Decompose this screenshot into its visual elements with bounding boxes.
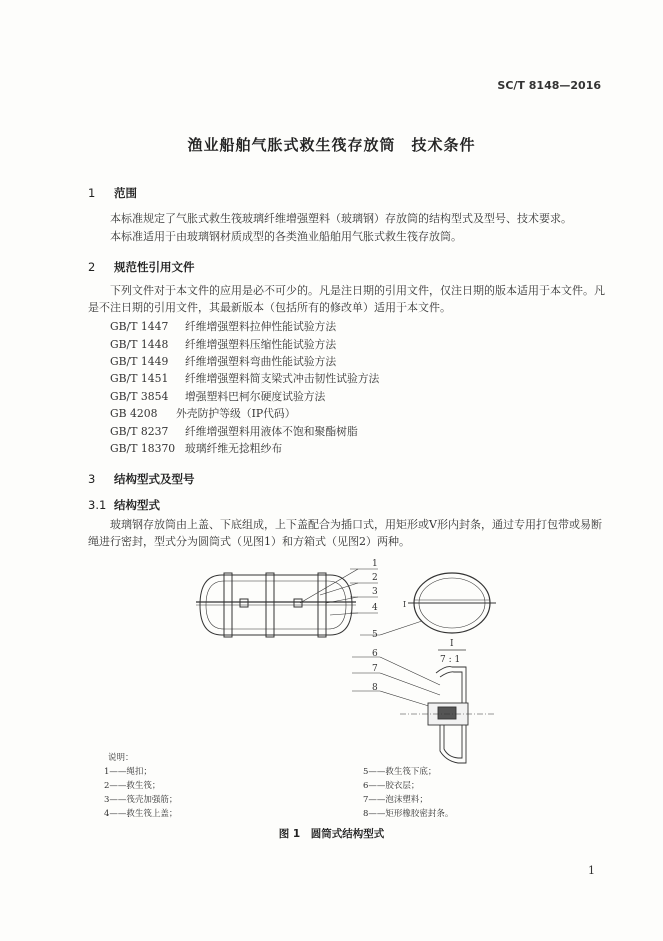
- legend-item: 1——绳扣；: [104, 767, 152, 777]
- figure-1-drawing: [0, 555, 663, 765]
- legend-item: 5——救生筏下底；: [363, 767, 437, 777]
- section-3-1-heading: [88, 497, 160, 513]
- callout-1: 1: [372, 559, 378, 569]
- reference-item: GB/T 1447 纤维增强塑料拉伸性能试验方法: [110, 320, 337, 333]
- legend-item: 2——救生筏；: [104, 781, 161, 791]
- section-number: 1: [88, 186, 96, 200]
- section-number: 3: [88, 472, 96, 486]
- callout-3: 3: [372, 587, 378, 597]
- document-title: 渔业船舶气胀式救生筏存放筒 技术条件: [187, 136, 476, 154]
- standard-code: SC/T 8148—2016: [497, 79, 601, 92]
- callout-7: 7: [372, 664, 378, 674]
- callout-2: 2: [372, 573, 378, 583]
- detail-scale: 7 : 1: [440, 655, 461, 665]
- callout-4: 4: [372, 603, 378, 613]
- legend-item: 8——矩形橡胶密封条。: [363, 809, 454, 819]
- section-number: 3.1: [88, 498, 107, 512]
- callout-5: 5: [372, 630, 378, 640]
- cylinder-container-side-view: [196, 573, 356, 637]
- section-title: 范围: [114, 186, 137, 200]
- section-3-heading: [88, 471, 195, 487]
- section-marker-i: I: [403, 600, 407, 609]
- legend-item: 7——泡沫塑料；: [363, 795, 428, 805]
- reference-item: GB 4208 外壳防护等级（IP代码）: [110, 407, 296, 420]
- cylinder-end-view: [360, 573, 496, 635]
- legend-col-right: [363, 765, 453, 821]
- legend-title: 说明：: [108, 753, 134, 763]
- section-number: 2: [88, 260, 96, 274]
- legend-item: 4——救生筏上盖；: [104, 809, 178, 819]
- reference-item: GB/T 1449 纤维增强塑料弯曲性能试验方法: [110, 355, 337, 368]
- section-2-heading: [88, 259, 195, 275]
- reference-item: GB/T 1451 纤维增强塑料简支梁式冲击韧性试验方法: [110, 372, 380, 385]
- reference-item: GB/T 3854 增强塑料巴柯尔硬度试验方法: [110, 390, 326, 403]
- page-number: 1: [588, 864, 595, 877]
- section-1-para-2: 本标准适用于由玻璃钢材质成型的各类渔业船舶用气胀式救生筏存放筒。: [110, 230, 462, 243]
- detail-label: I: [450, 639, 454, 649]
- section-2-intro: 下列文件对于本文件的应用是必不可少的。凡是注日期的引用文件，仅注日期的版本适用于本文件。凡是不注日期的引用文件，其最新版本（包括所有的修改单）适用于本文件。: [88, 284, 605, 314]
- callout-8: 8: [372, 683, 378, 693]
- reference-item: GB/T 1448 纤维增强塑料压缩性能试验方法: [110, 338, 337, 351]
- rope-buckle: [294, 599, 302, 607]
- seal-detail-view: [352, 657, 495, 763]
- section-title: 结构型式及型号: [114, 472, 195, 486]
- legend-col-left: [104, 765, 177, 821]
- legend-item: 6——胶衣层；: [363, 781, 420, 791]
- section-1-heading: [88, 185, 137, 201]
- section-title: 规范性引用文件: [114, 260, 195, 274]
- rope-buckle: [240, 599, 248, 607]
- figure-caption: 图 1 圆筒式结构型式: [278, 828, 385, 840]
- reference-item: GB/T 8237 纤维增强塑料用液体不饱和聚酯树脂: [110, 425, 358, 438]
- reference-item: GB/T 18370 玻璃纤维无捻粗纱布: [110, 442, 283, 455]
- callout-6: 6: [372, 649, 378, 659]
- legend-item: 3——筏壳加强筋；: [104, 795, 178, 805]
- section-3-1-para: 玻璃钢存放筒由上盖、下底组成，上下盖配合为插口式，用矩形或V形内封条，通过专用打包带或易断绳进行密封，型式分为圆筒式（见图1）和方箱式（见图2）两种。: [88, 518, 602, 548]
- section-title: 结构型式: [114, 498, 160, 512]
- section-1-para-1: 本标准规定了气胀式救生筏玻璃纤维增强塑料（玻璃钢）存放筒的结构型式及型号、技术要求。: [110, 212, 572, 225]
